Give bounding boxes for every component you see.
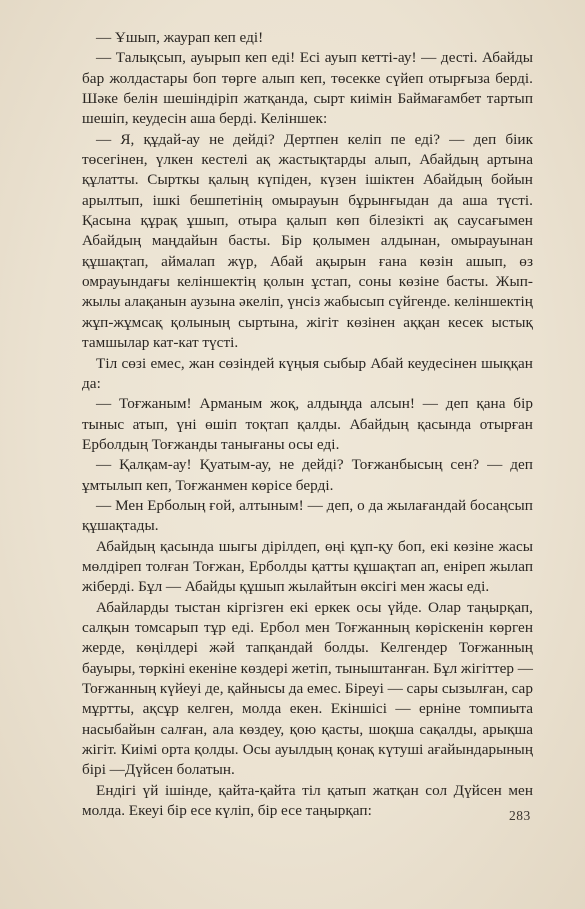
paragraph: Тiл сөзi емес, жан сөзiндей күңыя сыбыр Абай кеудесiнен шыққан да: xyxy=(82,354,533,392)
paragraph: Абайдың қасында шыгы дiрiлдеп, өңi құп-қу боп, екi көзiне жасы мөлдiреп толған Тоғжан, Ерболды қатты құшақтап ап, енiреп жылап жiбердi. Бұл — Абайды құшып жылайтын өксiгi мен жасы едi. xyxy=(82,537,533,596)
text-block xyxy=(82,28,533,821)
paragraph: — Талықсып, ауырып кеп едi! Есi ауып кеттi-ау! — дестi. Абайды бар жолдастары боп төрге алып кеп, төсекке сүйеп отырғыза бердi. Шәке белiн шешiндiрiп жатқанда, сырт киiмiн Баймағамбет тартып шешiп, кеудесiн аша бердi. Келiншек: xyxy=(82,49,533,128)
page-number: 283 xyxy=(509,808,531,823)
paragraph: — Ұшып, жаурап кеп едi! xyxy=(96,29,264,46)
paragraph: — Мен Ерболың ғой, алтыным! — деп, о да жылағандай босаңсып құшақтады. xyxy=(82,496,533,535)
paragraph: Абайларды тыстан кiргiзген екi еркек осы үйде. Олар таңырқап, салқын томсарып тұр едi. Ербол мен Тоғжанның көрiскенiн көрген жерде, көңiлдерi жәй тапқандай болды. Келгендер Тоғжанның бауыры, төркiнi екенiне көздерi жетiп, тыныштанған. Бұл жiгiттер — Тоғжанның күйеуi де, қайнысы да емес. Бiреуi — сары сызылған, сар мұртты, ақсұр келген, молда екен. Екiншiсi — ернiне томпиыта насыбайын салған, ала көздеу, қою қасты, шоқша сақалды, арықша жiгiт. Киiмi орта қолды. Осы ауылдың қонақ күтушi ағайындарының бiрi —Дүйсен болатын. xyxy=(82,598,533,779)
paragraph: — Тоғжаным! Арманым жоқ, алдыңда алсын! — деп қана бiр тыныс атып, үнi өшiп тоқтап қалды. Абайдың қасында отырған Ерболдың Тоғжанды танығаны осы едi. xyxy=(82,395,533,453)
paragraph: Ендiгi үй iшiнде, қайта-қайта тiл қатып жатқан сол Дүйсен мен молда. Екеуi бiр есе күлiп, бiр есе таңырқап: xyxy=(82,781,533,820)
paragraph: — Қалқам-ау! Қуатым-ау, не дейдi? Тоғжанбысың сен? — деп ұмтылып кеп, Тоғжанмен көрiсе бердi. xyxy=(82,456,533,494)
paragraph: — Я, құдай-ау не дейдi? Дертпен келiп пе едi? — деп бiик төсегiнен, үлкен кестелi ақ жастықтарды алып, Абайдың артына құлатты. Сырткы қалың күпiден, күзен iшiктен Абайдың бойын арылтып, iшкi бешпетiнiң омырауын бұрынғыдан да аша түстi. Қасына құрақ ұшып, отыра қалып көп бiлезiктi ақ саусағымен Абайдың маңдайын басты. Бiр қолымен алдынан, омырауынан құшақтап, аймалап жүр, Абай ақырын ғана көзiн ашып, өз омрауындағы келiншектiң қолын ұстап, соны көзiне басты. Жып-жылы алақанын аузына әкелiп, үнсiз жабысып сүйгенде. келiншектiң жұп-жұмсақ қолының сыртына, жiгiт көзiнен аққан кесек ыстық тамшылар кат-кат түстi. xyxy=(82,130,533,352)
